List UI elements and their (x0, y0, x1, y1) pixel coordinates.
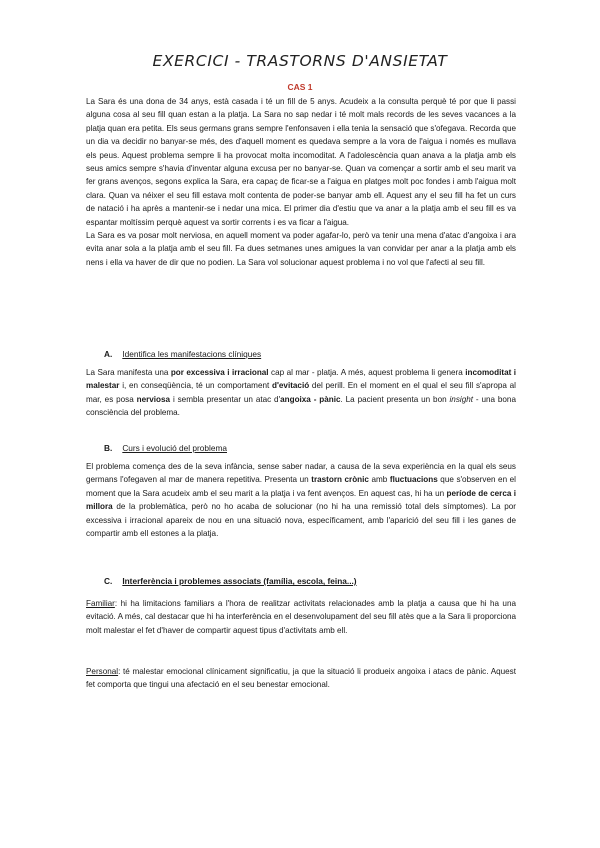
text-span: El problema comença des de la seva infància, sense saber nadar, a causa de la seva experiència en la qual els seus germans l'ofegaven al mar de manera repetitiva. Presenta un (86, 462, 516, 485)
section-b-letter: B. (104, 443, 113, 453)
text-span: i sembla presentar un atac d' (170, 394, 281, 404)
familiar-label: Familiar (86, 599, 115, 608)
italic-span: insight (449, 394, 473, 404)
section-a-body (86, 366, 516, 420)
bold-span: període de cerca i millora (86, 488, 516, 512)
section-c-letter: C. (104, 576, 113, 586)
intro-text (86, 95, 516, 269)
document-title: EXERCICI - TRASTORNS D'ANSIETAT (152, 52, 448, 70)
personal-label: Personal (86, 667, 119, 676)
bold-span: angoixa - pànic (280, 394, 341, 404)
section-b-heading (104, 443, 227, 453)
text-span: La Sara manifesta una (86, 368, 171, 377)
personal-text: : té malestar emocional clínicament significatiu, ja que la situació li produeix angoixa i atacs de pànic. Aquest fet comporta que tingui una afectació en el seu benestar emocional. (86, 667, 516, 690)
bold-span: trastorn crònic (311, 475, 369, 485)
section-b-title: Curs i evolució del problema (122, 443, 227, 453)
familiar-paragraph (86, 597, 516, 637)
section-a-title: Identifica les manifestacions clíniques (122, 349, 262, 359)
text-span: del perill. En el moment en el qual el seu fill s'apropa al mar, es posa (86, 381, 516, 404)
intro-paragraph-2: La Sara es va posar molt nerviosa, en aquell moment va poder agafar-lo, però va tenir una mena d'atac d'angoixa i ara evita anar sola a la platja amb el seu fill. Fa dues setmanes unes amigues la van convidar per anar a la platja amb els nens i ella va haver de dir que no podien. La Sara vol solucionar aquest problema i no vol que l'afecti al seu fill. (86, 231, 516, 267)
section-a-paragraph (86, 366, 516, 420)
familiar-text: : hi ha limitacions familiars a l'hora de realitzar activitats relacionades amb la platja a causa que hi ha una evitació. A més, cal destacar que hi ha interferència en el desenvolupament del seu fill atès que a la Sara li proporciona molt malestar el fet d'haver de compartir aquest tipus d'activitats amb ell. (86, 599, 516, 635)
bold-span: incomoditat i malestar (86, 368, 517, 391)
text-span: i, en conseqüència, té un comportament (119, 381, 273, 391)
text-span: amb (368, 475, 390, 485)
case-label: CAS 1 (287, 82, 313, 92)
section-c-familiar (86, 597, 516, 637)
section-b-paragraph (86, 460, 516, 540)
text-span: que s'observen en el moment que la Sara acudeix amb el seu marit a la platja i va fent avenços. En aquest cas, hi ha un (86, 475, 516, 498)
text-span: - una bona consciència del problema. (86, 394, 516, 418)
bold-span: nerviosa (136, 394, 171, 404)
text-span: . La pacient presenta un bon (340, 394, 450, 404)
section-a-heading (104, 349, 261, 359)
bold-span: fluctuacions (389, 475, 438, 485)
text-span: cap al mar - platja. A més, aquest problema li genera (268, 368, 466, 377)
personal-paragraph (86, 665, 516, 692)
section-a-letter: A. (104, 349, 113, 359)
intro-paragraph-1: La Sara és una dona de 34 anys, està casada i té un fill de 5 anys. Acudeix a la consulta perquè té por que li passi alguna cosa al seu fill quan estan a la platja. La Sara no sap nedar i té molt mals records de les seves vacances a la platja quan era petita. Els seus germans grans sempre l'enfonsaven i ella tenia la sensació que s'ofegava. Recorda que un dia va decidir no banyar-se més, des d'aquell moment es quedava sempre a la vora de l'aigua i només es mullava els peus. Aquest problema sempre li ha provocat molta incomoditat. A l'adolescència quan anava a la platja amb els seus amics sempre s'havia d'inventar alguna excusa per no banyar-se. Quan va començar a sortir amb el seu marit va fer grans avenços, segons explica la Sara, era capaç de ficar-se a l'aigua en platges molt poc fondes i amb l'aigua molt clara. Quan va néixer el seu fill estava molt contenta de poder-se banyar amb ell. Aquest any el seu fill ha fet un curs de natació i ha après a mantenir-se i nedar una mica. El primer dia d'estiu que va anar a la platja amb el seu fill es va espantar moltíssim perquè aquest va sortir corrents i es va ficar a l'aigua. (86, 97, 516, 227)
section-c-personal (86, 665, 516, 692)
section-c-title: Interferència i problemes associats (família, escola, feina...) (122, 576, 357, 586)
bold-span: por excessiva i irracional (170, 368, 269, 377)
bold-span: d'evitació (272, 381, 310, 391)
text-span: de la problemàtica, però no ho acaba de solucionar (no hi ha una remissió total dels símptomes). La por excessiva i irracional apareix de nou en una situació nova, específicament, amb l'aparició del seu fill i les ganes de compartir amb ell estones a la platja. (86, 502, 516, 539)
section-c-heading (104, 576, 357, 586)
section-b-body (86, 460, 516, 540)
